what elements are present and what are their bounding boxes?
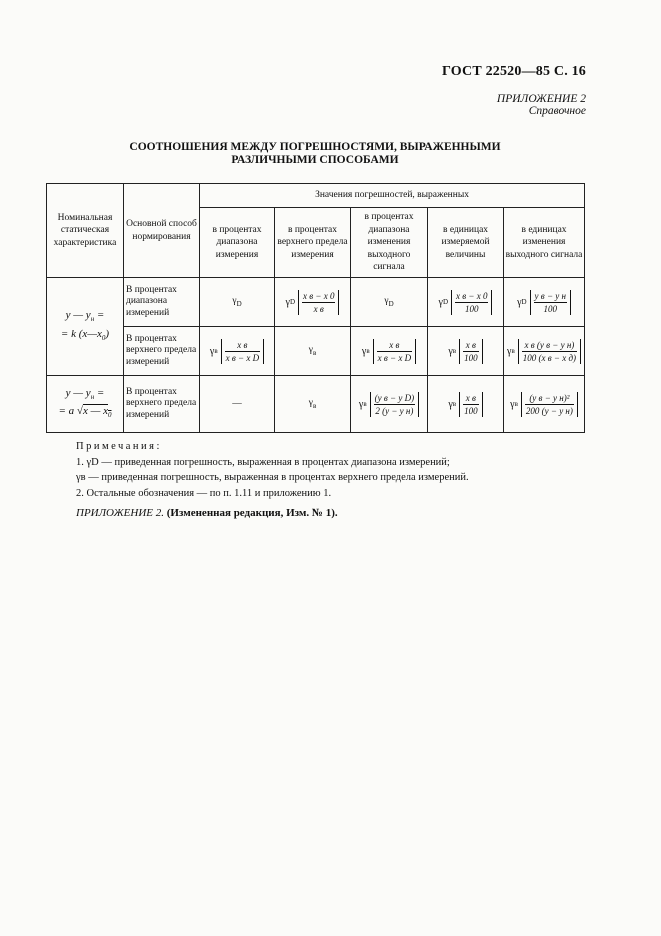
row2-method: В процентах верхнего предела измерений (124, 327, 200, 376)
sub-header-1: в процентах диапазона измерения (200, 208, 275, 278)
footer-text: (Измененная редакция, Изм. № 1). (166, 507, 338, 519)
sub-header-5: в единицах изменения выходного сигнала (504, 208, 585, 278)
row3-col1: — (200, 376, 275, 433)
row1-method: В процентах диапазона измерений (124, 278, 200, 327)
row1-col1: $\gamma_D$ (200, 278, 275, 327)
col-header-method: Основной способ нормирования (124, 184, 200, 278)
document-title (120, 141, 510, 166)
error-relations-table (46, 183, 585, 433)
footer-label: ПРИЛОЖЕНИЕ 2. (76, 507, 164, 519)
row3-col4: γ в x в 100 (428, 376, 504, 433)
appendix-title: ПРИЛОЖЕНИЕ 2 (496, 93, 586, 105)
notes-section (76, 439, 616, 501)
note-2: 2. Остальные обозначения — по п. 1.11 и приложению 1. (76, 487, 332, 499)
row3-col5: γ в (y в − y н)² 200 (y − y н) (504, 376, 585, 433)
row1-col3: $\gamma_D$ (351, 278, 428, 327)
row2-col5: γ в x в (y в − y н) 100 (x в − x д) (504, 327, 585, 376)
note-1b: γв — приведенная погрешность, выраженная в процентах верхнего предела измерений. (76, 472, 469, 483)
row2-col3: γ в x в x в − x D (351, 327, 428, 376)
characteristic-sqrt: y — $y_н$ = = a √x — $x_0$ (47, 376, 124, 433)
title-line-1: СООТНОШЕНИЯ МЕЖДУ ПОГРЕШНОСТЯМИ, ВЫРАЖЕННЫМИ (129, 141, 501, 153)
notes-heading: Примечания: (76, 441, 162, 452)
row2-col2: $\gamma_в$ (275, 327, 351, 376)
appendix-label (497, 93, 586, 117)
sub-header-4: в единицах измеряемой величины (428, 208, 504, 278)
characteristic-linear: y — $y_н$ = = k $(x—x_0)$ (47, 278, 124, 376)
row3-col2: $\gamma_в$ (275, 376, 351, 433)
row1-col2: γ D x в − x 0 x в (275, 278, 351, 327)
row3-method: В процентах верхнего предела измерений (124, 376, 200, 433)
appendix-type: Справочное (528, 105, 586, 117)
group-header-values: Значения погрешностей, выраженных (200, 184, 585, 208)
row2-col1: γ в x в x в − x D (200, 327, 275, 376)
row3-col3: γ в (y в − y D) 2 (y − y н) (351, 376, 428, 433)
footer-note (76, 507, 338, 519)
page-header: ГОСТ 22520—85 С. 16 (442, 64, 586, 79)
sub-header-3: в процентах диапазона изменения выходного сигнала (351, 208, 428, 278)
row2-col4: γ в x в 100 (428, 327, 504, 376)
row1-col4: γ D x в − x 0 100 (428, 278, 504, 327)
sub-header-2: в процентах верхнего предела измерения (275, 208, 351, 278)
col-header-characteristic: Номинальная статическая характеристика (47, 184, 124, 278)
row1-col5: γ D y в − y н 100 (504, 278, 585, 327)
note-1: 1. γD — приведенная погрешность, выраженная в процентах диапазона измерений; (76, 456, 450, 468)
title-line-2: РАЗЛИЧНЫМИ СПОСОБАМИ (231, 153, 399, 166)
